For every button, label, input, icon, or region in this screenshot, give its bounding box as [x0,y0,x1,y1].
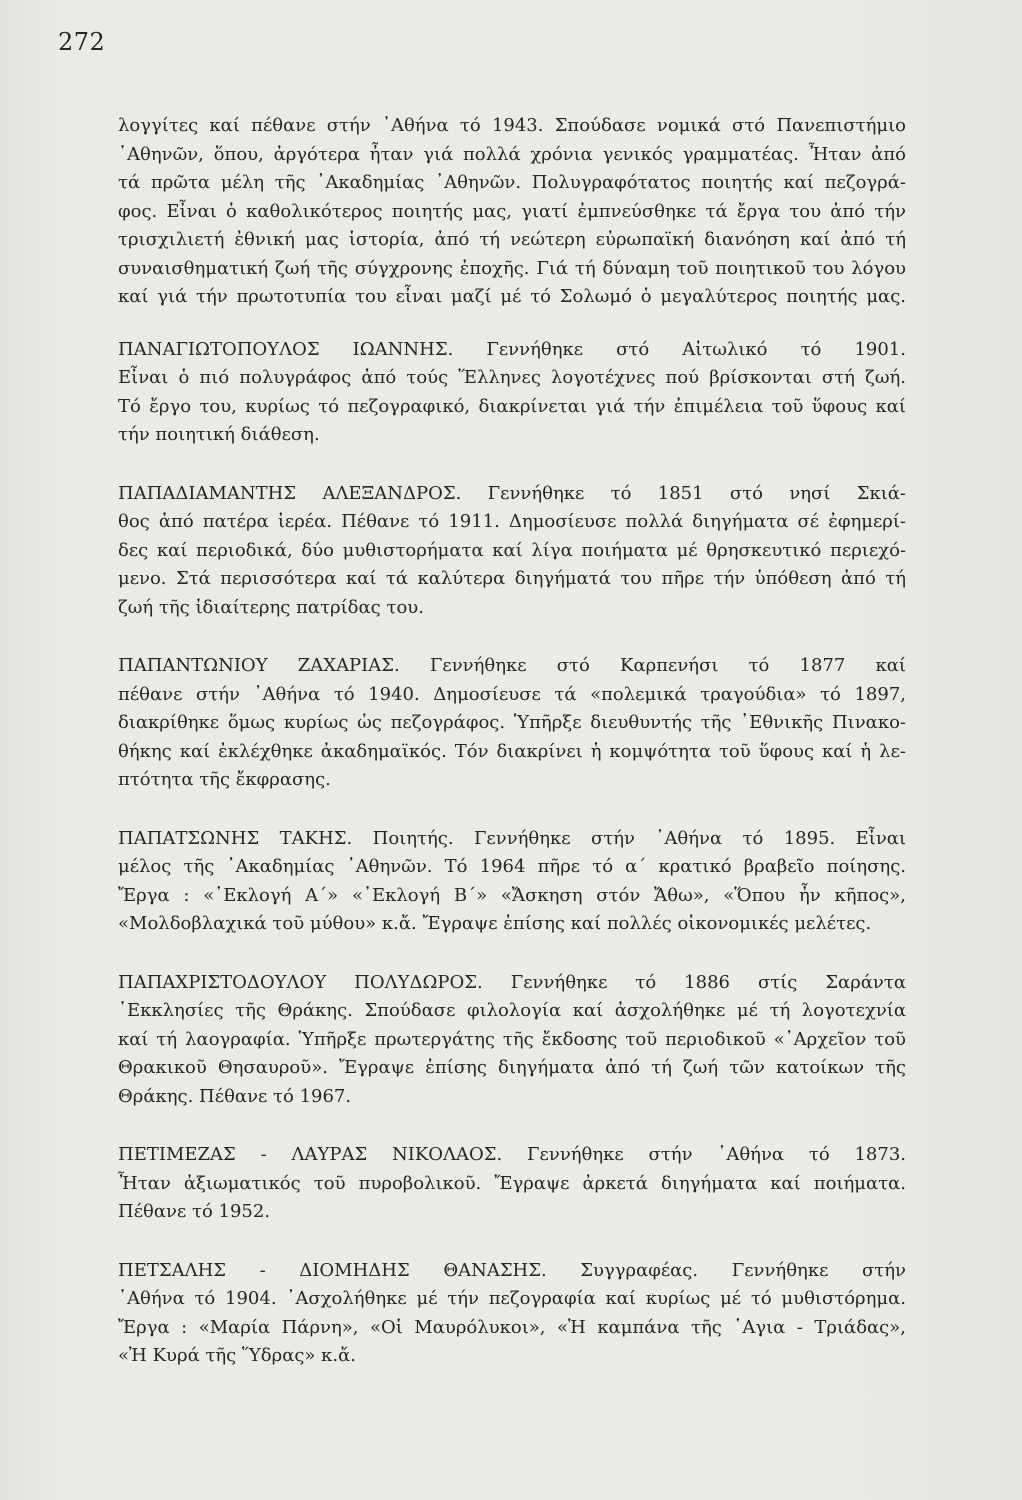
text-line: θήκης καί ἐκλέχθηκε ἀκαδημαϊκός. Τόν διακρίνει ἡ κομψότητα τοῦ ὕφους καί ἡ λε- [118,740,906,762]
entry-papadiamantis [118,480,906,623]
entry-petsalis [118,1257,906,1371]
text-line: θος ἀπό πατέρα ἱερέα. Πέθανε τό 1911. Δημοσίευσε πολλά διηγήματα σέ ἐφημερί- [118,511,906,532]
text-line: λογγίτες καί πέθανε στήν ᾽Αθήνα τό 1943. Σπούδασε νομικά στό Πανεπιστήμιο [118,115,906,136]
text-line: συναισθηματική ζωή τῆς σύγχρονης ἐποχῆς. Γιά τή δύναμη τοῦ ποιητικοῦ του λόγου [118,257,906,279]
text-line: Θράκης. Πέθανε τό 1967. [118,1085,352,1107]
entry-heading-line: ΠΕΤΙΜΕΖΑΣ - ΛΑΥΡΑΣ ΝΙΚΟΛΑΟΣ. Γεννήθηκε στήν ᾽Αθήνα τό 1873. [118,1144,906,1165]
text-line: τρισχιλιετή ἐθνική μας ἱστορία, ἀπό τή νεώτερη εὐρωπαϊκή διανόηση καί ἀπό τή [118,229,906,250]
entry-heading-line: ΠΑΝΑΓΙΩΤΟΠΟΥΛΟΣ ΙΩΑΝΝΗΣ. Γεννήθηκε στό Αἰτωλικό τό 1901. [118,338,906,360]
text-line: καί γιά τήν πρωτοτυπία του εἶναι μαζί μέ τό Σολωμό ὁ μεγαλύτερος ποιητής μας. [118,286,906,307]
entry-petimezas [118,1141,906,1227]
entry-papachristodoulou [118,969,906,1112]
text-line: φος. Εἶναι ὁ καθολικότερος ποιητής μας, γιατί ἐμπνεύσθηκε τά ἔργα του ἀπό τήν [118,200,906,222]
entry-panagiotopoulos [118,336,906,450]
text-line: τά πρῶτα μέλη τῆς ᾽Ακαδημίας ᾽Αθηνῶν. Πολυγραφότατος ποιητής καί πεζογρά- [118,172,906,193]
text-line: «Μολδοβλαχικά τοῦ μύθου» κ.ἄ. Ἔγραψε ἐπίσης καί πολλές οἰκονομικές μελέτες. [118,913,872,934]
text-line: Θρακικοῦ Θησαυροῦ». Ἔγραψε ἐπίσης διηγήματα ἀπό τή ζωή τῶν κατοίκων τῆς [118,1057,906,1078]
text-line: ᾽Αθηνῶν, ὅπου, ἀργότερα ἦταν γιά πολλά χρόνια γενικός γραμματέας. Ἦταν ἀπό [118,143,906,165]
text-line: ζωή τῆς ἰδιαίτερης πατρίδας του. [118,596,424,618]
text-line: τήν ποιητική διάθεση. [118,424,320,445]
body-text [118,112,906,1401]
entry-continuation [118,112,906,312]
text-line: μέλος τῆς ᾽Ακαδημίας ᾽Αθηνῶν. Τό 1964 πῆρε τό α΄ κρατικό βραβεῖο ποίησης. [118,856,906,877]
text-line: πέθανε στήν ᾽Αθήνα τό 1940. Δημοσίευσε τά «πολεμικά τραγούδια» τό 1897, [118,683,906,705]
text-line: πτότητα τῆς ἔκφρασης. [118,769,331,790]
entry-heading-line: ΠΕΤΣΑΛΗΣ - ΔΙΟΜΗΔΗΣ ΘΑΝΑΣΗΣ. Συγγραφέας. Γεννήθηκε στήν [118,1259,906,1281]
entry-papatsonis [118,825,906,939]
text-line: Πέθανε τό 1952. [118,1201,271,1222]
page-number: 272 [58,28,106,56]
text-line: Ἦταν ἀξιωματικός τοῦ πυροβολικοῦ. Ἔγραψε ἀρκετά διηγήματα καί ποιήματα. [118,1172,906,1194]
text-line: ᾽Εκκλησίες τῆς Θράκης. Σπούδασε φιλολογία καί ἀσχολήθηκε μέ τή λογοτεχνία [118,1000,906,1021]
text-line: Ἔργα : «᾽Εκλογή Α΄» «᾽Εκλογή Β΄» «Ἄσκηση στόν Ἄθω», «Ὅπου ἦν κῆπος», [118,884,906,906]
text-line: διακρίθηκε ὅμως κυρίως ὡς πεζογράφος. Ὑπῆρξε διευθυντής τῆς ᾽Εθνικῆς Πινακο- [118,712,906,733]
entry-heading-line: ΠΑΠΑΝΤΩΝΙΟΥ ΖΑΧΑΡΙΑΣ. Γεννήθηκε στό Καρπενήσι τό 1877 καί [118,655,906,676]
text-line: μενο. Στά περισσότερα καί τά καλύτερα διηγήματά του πῆρε τήν ὑπόθεση ἀπό τή [118,568,906,589]
entry-papantoniou [118,652,906,795]
entry-heading-line: ΠΑΠΑΔΙΑΜΑΝΤΗΣ ΑΛΕΞΑΝΔΡΟΣ. Γεννήθηκε τό 1851 στό νησί Σκιά- [118,482,906,504]
entry-heading-line: ΠΑΠΑΧΡΙΣΤΟΔΟΥΛΟΥ ΠΟΛΥΔΩΡΟΣ. Γεννήθηκε τό 1886 στίς Σαράντα [118,971,906,993]
text-line: δες καί περιοδικά, δύο μυθιστορήματα καί λίγα ποιήματα μέ θρησκευτικό περιεχό- [118,539,906,561]
text-line: Τό ἔργο του, κυρίως τό πεζογραφικό, διακρίνεται γιά τήν ἐπιμέλεια τοῦ ὕφους καί [118,395,906,417]
entry-heading-line: ΠΑΠΑΤΣΩΝΗΣ ΤΑΚΗΣ. Ποιητής. Γεννήθηκε στήν ᾽Αθήνα τό 1895. Εἶναι [118,827,906,849]
text-line: «Ἡ Κυρά τῆς Ὕδρας» κ.ἄ. [118,1345,357,1366]
text-line: καί τή λαογραφία. Ὑπῆρξε πρωτεργάτης τῆς ἔκδοσης τοῦ περιοδικοῦ «᾽Αρχεῖον τοῦ [118,1028,906,1050]
text-line: Ἔργα : «Μαρία Πάρνη», «Οἱ Μαυρόλυκοι», «Ἡ καμπάνα τῆς ῾Αγια - Τριάδας», [118,1316,906,1338]
text-line: ᾽Αθήνα τό 1904. ᾽Ασχολήθηκε μέ τήν πεζογραφία καί κυρίως μέ τό μυθιστόρημα. [118,1288,906,1309]
text-line: Εἶναι ὁ πιό πολυγράφος ἀπό τούς Ἕλληνες λογοτέχνες πού βρίσκονται στή ζωή. [118,367,906,388]
